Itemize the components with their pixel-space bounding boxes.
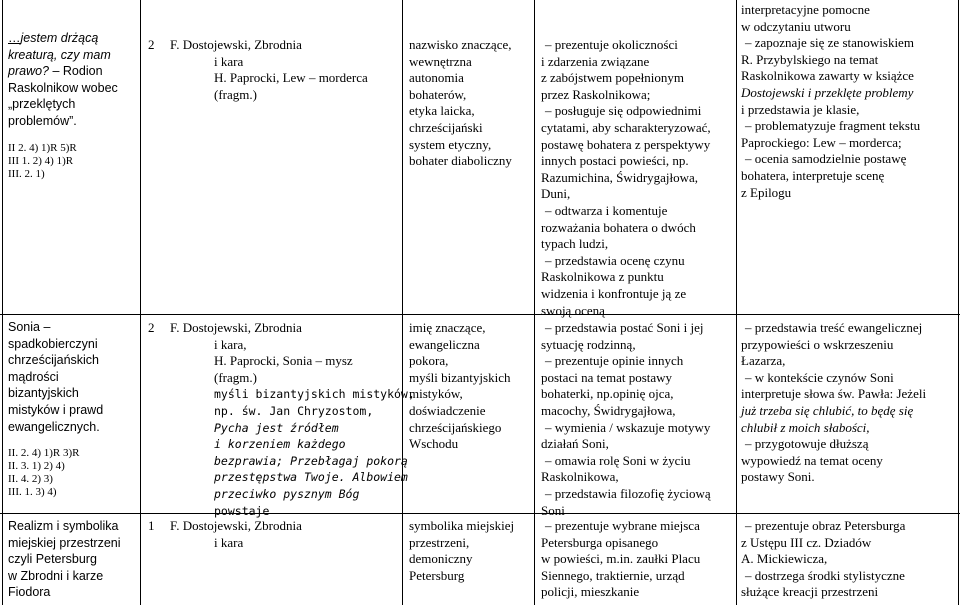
reading-line: (fragm.) (214, 369, 257, 385)
concept: ewangeliczna (409, 336, 480, 352)
column-divider (534, 0, 535, 605)
chapter-ref: III 1. 2) 4) 1)R (8, 154, 74, 167)
requirement: działań Soni, (541, 436, 609, 452)
concept: chrześcijańskiego (409, 419, 502, 435)
requirement: Petersburga opisanego (541, 534, 659, 550)
reading-line: 2 F. Dostojewski, Zbrodnia (148, 320, 302, 335)
requirement: postawy Soni. (741, 469, 815, 485)
requirement: z Epilogu (741, 184, 792, 200)
topic-text: Realizm i symbolika (8, 519, 119, 533)
requirement: Duni, (541, 186, 571, 202)
topic-text: mądrości (8, 369, 59, 384)
reading-line: H. Paprocki, Lew – morderca (214, 70, 368, 86)
requirement: – przedstawia postać Soni i jej (545, 320, 704, 335)
chapter-ref: II. 2. 4) 1)R 3)R (8, 447, 80, 460)
concept: bohater diaboliczny (409, 153, 512, 169)
requirement: A. Mickiewicza, (741, 551, 828, 567)
requirement: policji, mieszkanie (541, 584, 640, 600)
chapter-ref: III. 2. 1) (8, 167, 45, 180)
concept: bohaterów, (409, 86, 467, 102)
concepts-raskolnikow (409, 37, 529, 170)
concept: symbolika miejskiej (409, 518, 515, 533)
extended-requirements-raskolnikow (741, 2, 956, 201)
requirement: Razumichina, Świdrygajłowa, (541, 169, 699, 185)
requirement: Raskolnikowa zawarty w książce (741, 68, 914, 84)
concept: system etyczny, (409, 136, 492, 152)
hours-count: 2 (148, 320, 155, 335)
requirement: – odtwarza i komentuje (545, 202, 668, 218)
requirement: – przedstawia ocenę czynu (545, 252, 685, 268)
readings-sonia (148, 320, 415, 519)
concept: autonomia (409, 70, 464, 86)
topic-petersburg (8, 518, 132, 601)
requirement: swoją oceną (541, 302, 605, 318)
quote-text: prawo? (8, 64, 49, 79)
readings-petersburg (148, 518, 398, 551)
topic-text: Sonia – (8, 320, 51, 334)
requirement: – zapoznaje się ze stanowiskiem (745, 35, 914, 51)
concept: mistyków, (409, 386, 463, 402)
requirement: – przygotowuje dłuższą (745, 436, 869, 452)
chapter-ref: III. 1. 3) 4) (8, 486, 57, 499)
ellipsis: … (8, 31, 21, 45)
requirement: Soni (541, 502, 565, 518)
requirement: postawę bohatera z perspektywy (541, 136, 711, 152)
requirement: – omawia rolę Soni w życiu (545, 452, 691, 468)
reading-line: myśli bizantyjskich mistyków, (214, 387, 415, 402)
requirement: typach ludzi, (541, 236, 609, 252)
reading-line: powstaje (214, 503, 270, 518)
extended-requirements-petersburg (741, 518, 956, 601)
topic-text: miejskiej przestrzeni (8, 535, 121, 550)
book-title: Dostojewski i przeklęte problemy (741, 84, 914, 100)
topic-text: chrześcijańskich (8, 353, 100, 368)
topic-text: Fiodora (8, 585, 51, 600)
topic-text: czyli Petersburg (8, 552, 97, 567)
requirement: i przedstawia je klasie, (741, 101, 860, 117)
requirement: – prezentuje opinie innych (545, 353, 684, 369)
hours-count: 1 (148, 518, 155, 533)
requirement: R. Przybylskiego na temat (741, 51, 879, 67)
concept: Petersburg (409, 567, 465, 583)
basic-requirements-petersburg (541, 518, 735, 601)
quote-text: i korzeniem każdego (214, 437, 346, 452)
requirement: – prezentuje wybrane miejsca (545, 518, 700, 533)
concept: chrześcijański (409, 119, 483, 135)
requirement: z zabójstwem popełnionym (541, 70, 684, 86)
reading-line: i kara (214, 534, 244, 550)
chapter-ref: II 2. 4) 1)R 5)R (8, 141, 77, 154)
concept: imię znaczące, (409, 320, 486, 335)
requirement: bohatera, interpretuje scenę (741, 167, 885, 183)
requirement: i zdarzenia związane (541, 53, 650, 69)
reading-line: i kara, (214, 336, 247, 352)
column-divider (140, 0, 141, 605)
requirement: – problematyzuje fragment tekstu (745, 118, 921, 134)
requirement: postaci na temat postawy (541, 369, 673, 385)
requirement: służące kreacji przestrzeni (741, 584, 879, 600)
requirement: innych postaci powieści, np. (541, 153, 689, 169)
requirement: w powieści, m.in. zaułki Placu (541, 551, 701, 567)
readings-raskolnikow (148, 37, 398, 103)
extended-requirements-sonia (741, 320, 956, 486)
concept: wewnętrzna (409, 53, 472, 69)
requirement: przez Raskolnikowa; (541, 86, 651, 102)
topic-text: – Rodion (52, 64, 103, 79)
reading-line: H. Paprocki, Sonia – mysz (214, 353, 353, 369)
requirement: macochy, Świdrygajłowa, (541, 402, 676, 418)
requirement: w odczytaniu utworu (741, 18, 851, 34)
requirement: cytatami, aby scharakteryzować, (541, 119, 711, 135)
requirement: interpretuje słowa św. Pawła: Jeżeli (741, 386, 927, 402)
reading-line: (fragm.) (214, 86, 257, 102)
requirement: widzenia i konfrontuje ją ze (541, 285, 687, 301)
topic-raskolnikow (8, 30, 132, 181)
quote-text: już trzeba się chlubić, to będę się (741, 402, 914, 418)
requirement: Siennego, traktiernie, urząd (541, 567, 685, 583)
requirement: z Ustępu III cz. Dziadów (741, 534, 872, 550)
requirement: – przedstawia filozofię życiową (545, 485, 711, 501)
quote-text: kreaturą, czy mam (8, 47, 111, 62)
topic-sonia (8, 319, 132, 499)
topic-title-line (8, 30, 132, 47)
reading-line: i kara (214, 53, 244, 69)
quote-text: przestępstwa Twoje. Albowiem (214, 470, 408, 485)
requirement: interpretacyjne pomocne (741, 2, 870, 17)
column-divider (402, 0, 403, 605)
basic-requirements-sonia (541, 320, 735, 519)
concept: demoniczny (409, 551, 473, 567)
quote-text: Pycha jest źródłem (214, 420, 339, 435)
topic-text: w Zbrodni i karze (8, 568, 104, 583)
requirement: – prezentuje obraz Petersburga (745, 518, 906, 533)
requirement: – posługuje się odpowiednimi (545, 103, 702, 119)
requirement: przypowieści o wskrzeszeniu (741, 336, 894, 352)
row-divider (0, 314, 960, 315)
concept: myśli bizantyjskich (409, 369, 511, 385)
topic-text: spadkobierczyni (8, 336, 98, 351)
concepts-petersburg (409, 518, 529, 584)
chapter-ref: II. 3. 1) 2) 4) (8, 460, 65, 473)
topic-text: problemów”. (8, 113, 77, 128)
requirement: Raskolnikowa, (541, 469, 619, 485)
requirement: – w kontekście czynów Soni (745, 369, 894, 385)
requirement: bohaterki, np.opinię ojca, (541, 386, 674, 402)
quote-text: przeciwko pysznym Bóg (214, 486, 360, 501)
topic-text: mistyków i prawd (8, 402, 104, 417)
topic-title-line (8, 63, 132, 80)
requirement: – dostrzega środki stylistyczne (745, 567, 905, 583)
requirement: rozważania bohatera o dwóch (541, 219, 696, 235)
quote-text: bezprawia; Przebłagaj pokorą (214, 453, 408, 468)
requirement: – przedstawia treść ewangelicznej (745, 320, 923, 335)
requirement: – wymienia / wskazuje motywy (545, 419, 711, 435)
requirement: Łazarza, (741, 353, 786, 369)
concept: nazwisko znaczące, (409, 37, 512, 52)
topic-text: bizantyjskich (8, 386, 79, 401)
quote-text: jestem drżącą (20, 31, 99, 45)
requirement: Raskolnikowa z punktu (541, 269, 664, 285)
column-divider (736, 0, 737, 605)
concept: etyka laicka, (409, 103, 475, 119)
concept: pokora, (409, 353, 449, 369)
reading-line: 1 F. Dostojewski, Zbrodnia (148, 518, 302, 533)
requirement: wypowiedź na temat oceny (741, 452, 883, 468)
concept: Wschodu (409, 436, 459, 452)
concept: doświadczenie (409, 402, 486, 418)
chapter-ref: II. 4. 2) 3) (8, 473, 53, 486)
row-divider (0, 513, 960, 514)
table-border (958, 0, 959, 605)
table-border (2, 0, 3, 605)
requirement: sytuację rodzinną, (541, 336, 636, 352)
topic-text: Raskolnikow wobec (8, 80, 118, 95)
concepts-sonia (409, 320, 529, 453)
topic-text: „przeklętych (8, 97, 76, 112)
quote-text: chlubił z moich słabości, (741, 419, 870, 435)
basic-requirements-raskolnikow (541, 37, 735, 319)
topic-text: ewangelicznych. (8, 419, 100, 434)
reading-line: np. św. Jan Chryzostom, (214, 403, 374, 418)
requirement: Paprockiego: Lew – morderca; (741, 134, 902, 150)
requirement: – prezentuje okoliczności (545, 37, 678, 52)
requirement: – ocenia samodzielnie postawę (745, 151, 907, 167)
reading-line: 2 F. Dostojewski, Zbrodnia (148, 37, 302, 52)
hours-count: 2 (148, 37, 155, 52)
concept: przestrzeni, (409, 534, 470, 550)
